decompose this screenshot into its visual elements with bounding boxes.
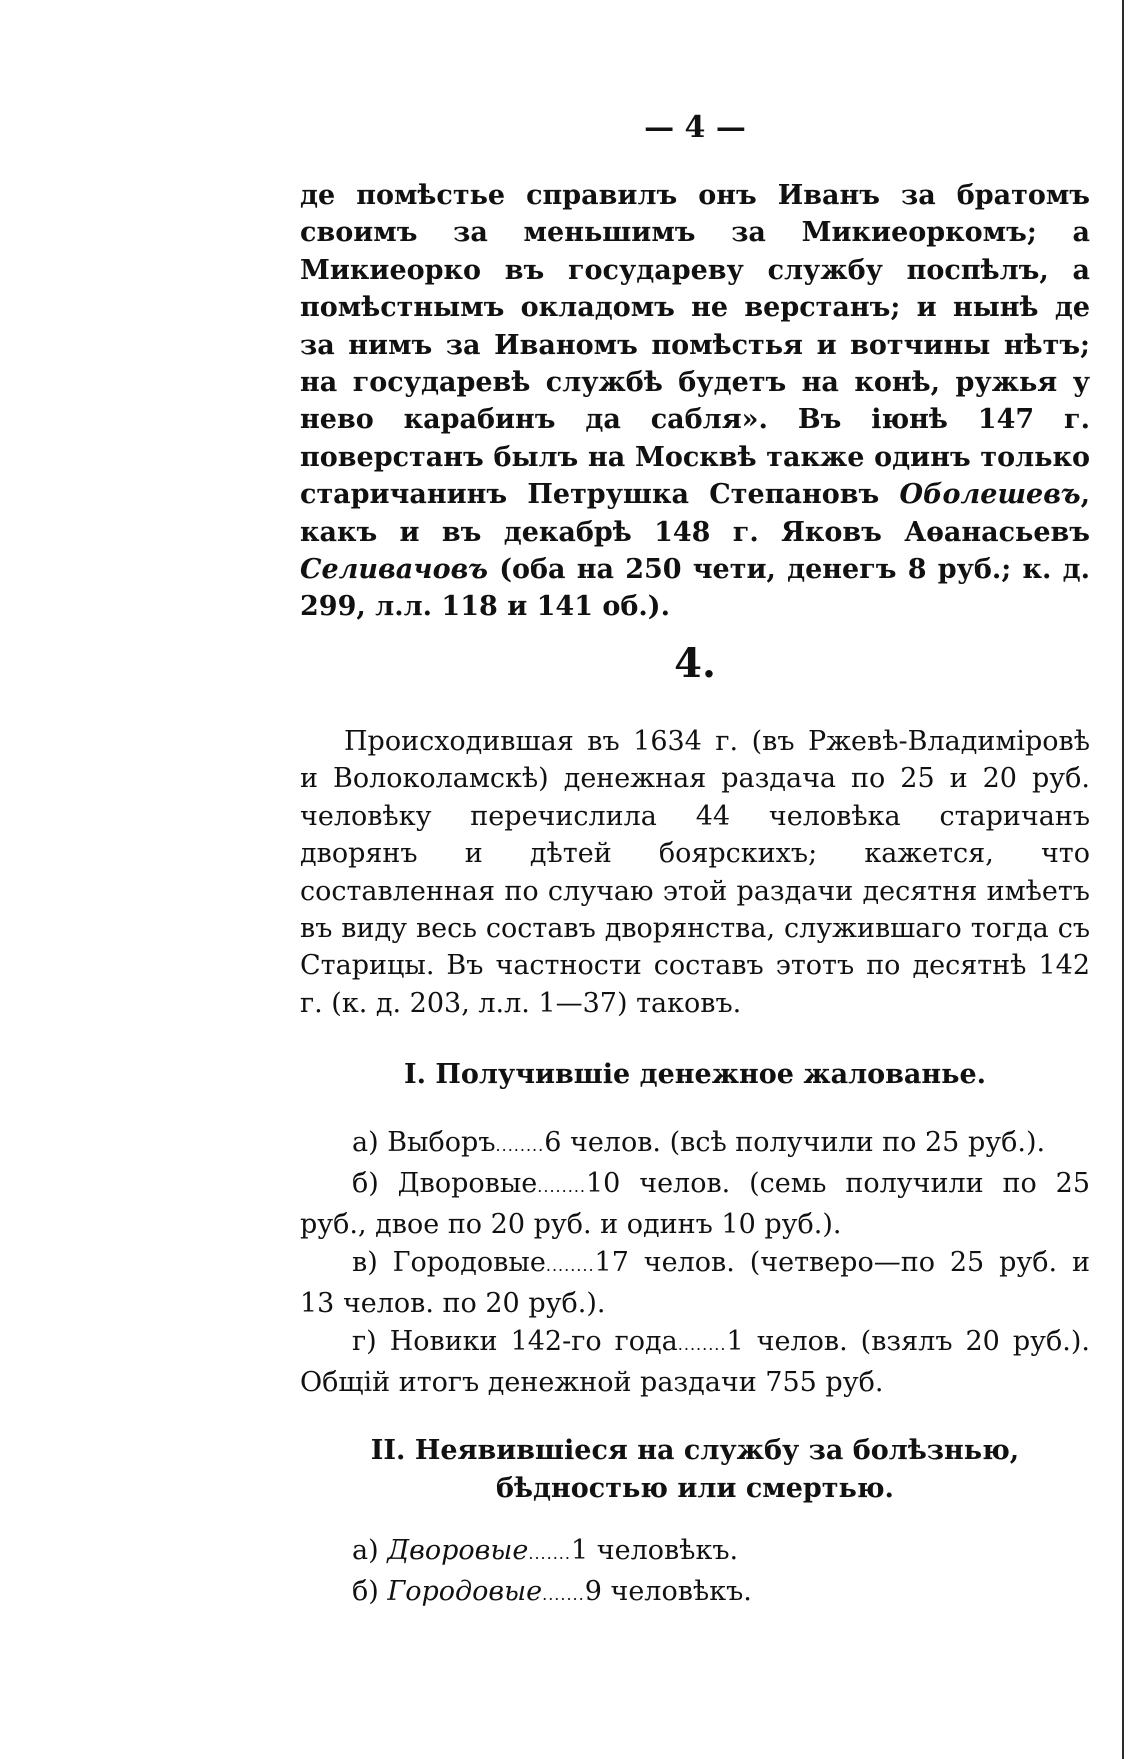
paragraph-text-part-3: (оба на 250 чети, денегъ 8 руб.; к. д. 299, л.л. 118 и 141 об.). [300, 554, 1090, 623]
absent-list [300, 1532, 1090, 1614]
list-item: г) Новики 142-го года........1 челов. (взялъ 20 руб.). Общiй итогъ денежной раздачи 755 руб. [300, 1326, 1090, 1399]
list-item: а) Выборъ........6 челов. (всѣ получили по 25 руб.). [352, 1127, 1046, 1159]
surname-selivachov: Селивачовъ [300, 554, 488, 586]
heading-absent-from-service: II. Неявившiеся на службу за болѣзнью, бѣдностью или смертью. [370, 1435, 1020, 1505]
salary-list [300, 1124, 1090, 1402]
paragraph-text-part-1: де помѣстье справилъ онъ Иванъ за братомъ своимъ за меньшимъ за Микиеоркомъ; а Микиеорко въ государеву службу поспѣлъ, а помѣстнымъ окладомъ не верстанъ; и нынѣ де за нимъ за Иваномъ помѣстья и вотчины нѣтъ; на государевѣ службѣ будетъ на конѣ, ружья у нево карабинъ да сабля». Въ iюнѣ 147 г. поверстанъ былъ на Москвѣ также одинъ только старичанинъ Петрушка Степановъ [300, 180, 1090, 511]
page-edge-line [1122, 0, 1124, 1759]
surname-oboleshev: Оболешевъ [899, 479, 1081, 511]
list-item: б) Городовые.......9 человѣкъ. [352, 1576, 752, 1608]
list-item: а) Дворовые.......1 человѣкъ. [352, 1535, 739, 1567]
heading-received-salary: I. Получившiе денежное жалованье. [403, 1059, 987, 1091]
page-number: — 4 — [644, 110, 746, 145]
list-item: в) Городовые........17 челов. (четверо—по 25 руб. и 13 челов. по 20 руб.). [300, 1247, 1091, 1320]
paragraph-text-part-2: , какъ и въ декабрѣ 148 г. Яковъ Аѳанасьевъ [300, 479, 1090, 548]
section-number: 4. [674, 639, 716, 687]
page-content [300, 110, 1090, 1614]
opening-paragraph [300, 177, 1090, 626]
section-paragraph: Происходившая въ 1634 г. (въ Ржевѣ-Владимiровѣ и Волоколамскѣ) денежная раздача по 25 и 20 руб. человѣку перечислила 44 человѣка старичанъ дворянъ и дѣтей боярскихъ; кажется, что составленная по случаю этой раздачи десятня имѣетъ въ виду весь составъ дворянства, служившаго тогда съ Старицы. Въ частности составъ этотъ по десятнѣ 142 г. (к. д. 203, л.л. 1—37) таковъ. [300, 725, 1090, 1019]
list-item: б) Дворовые........10 челов. (семь получили по 25 руб., двое по 20 руб. и одинъ 10 руб.). [300, 1168, 1090, 1241]
